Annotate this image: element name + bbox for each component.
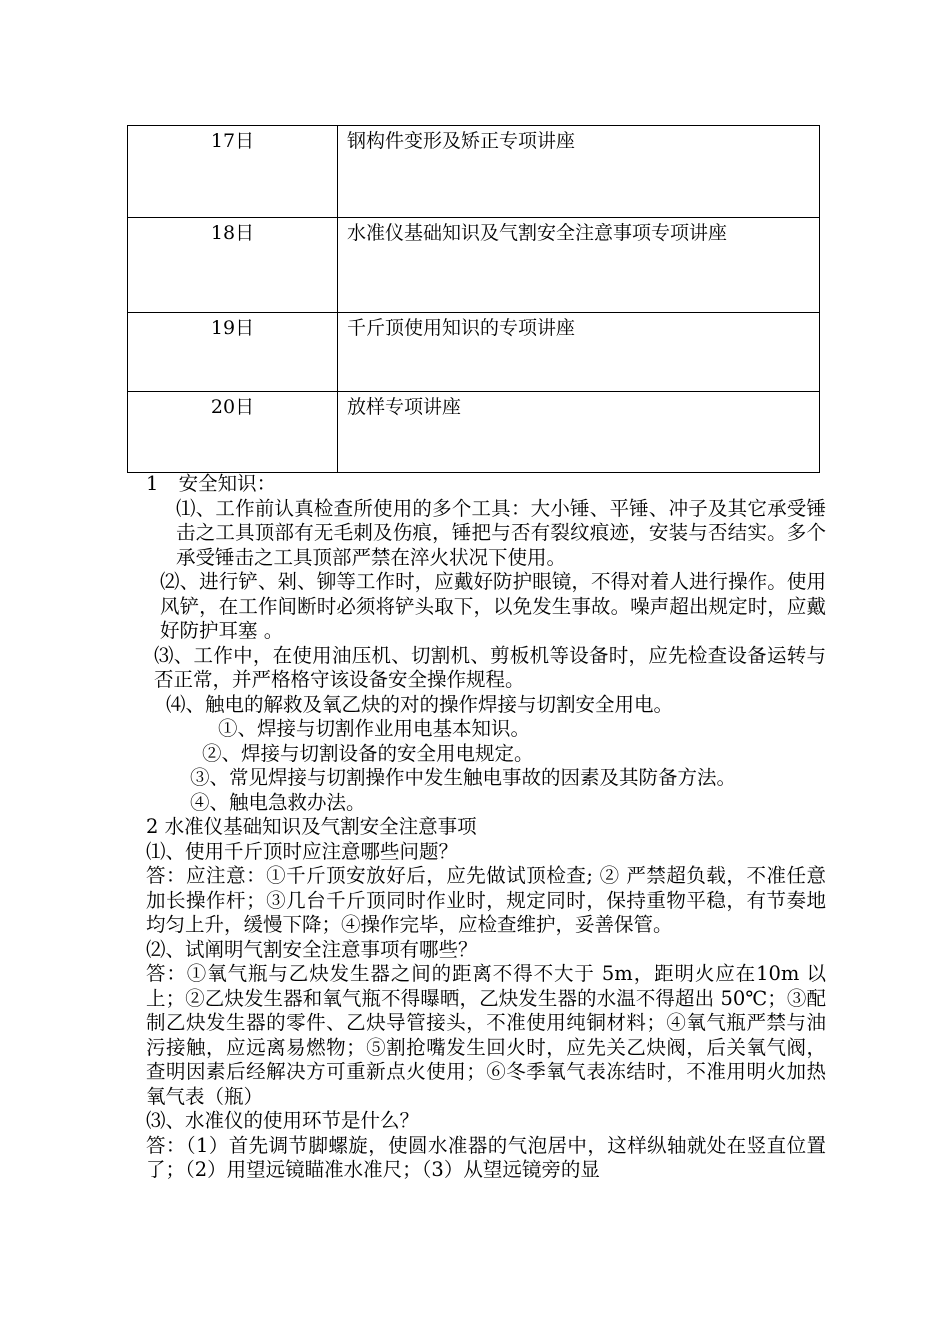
topic-cell: 千斤顶使用知识的专项讲座: [338, 313, 820, 392]
paragraph: ⑷、触电的解救及氧乙炔的对的操作焊接与切割安全用电。: [166, 692, 674, 716]
paragraph: ⑵、进行铲、剁、铆等工作时，应戴好防护眼镜，不得对着人进行操作。使用风铲，在工作间断时必须将铲头取下，以免发生事故。噪声超出规定时，应戴好防护耳塞 。: [160, 570, 826, 642]
question: ⑴、使用千斤顶时应注意哪些问题？: [146, 839, 459, 863]
document-body: [146, 472, 826, 1183]
sub-item: ②、焊接与切割设备的安全用电规定。: [202, 741, 534, 765]
topic-cell: 水准仪基础知识及气割安全注意事项专项讲座: [338, 218, 820, 313]
paragraph: ⑴、工作前认真检查所使用的多个工具：大小锤、平锤、冲子及其它承受锤击之工具顶部有无毛刺及伤痕，锤把与否有裂纹痕迹，安装与否结实。多个承受锤击之工具顶部严禁在淬火状况下使用。: [176, 496, 826, 569]
day-cell: 18日: [128, 218, 338, 313]
answer: 答：（1）首先调节脚螺旋，使圆水准器的气泡居中，这样纵轴就处在竖直位置了；（2）用望远镜瞄准水准尺；（3）从望远镜旁的显: [146, 1133, 826, 1181]
sub-item: ①、焊接与切割作业用电基本知识。: [218, 717, 531, 740]
table-row: [128, 218, 820, 313]
section-title: 安全知识：: [178, 472, 277, 495]
lecture-schedule-table: [127, 125, 820, 473]
answer: 答：应注意：①千斤顶安放好后，应先做试顶检查; ② 严禁超负载，不准任意加长操作杆；③几台千斤顶同时作业时，规定同时，保持重物平稳，有节奏地均匀上升，缓慢下降；④操作完毕，应检查维护，妥善保管。: [146, 864, 826, 936]
question: ⑶、水准仪的使用环节是什么？: [146, 1109, 420, 1132]
topic-cell: 放样专项讲座: [338, 392, 820, 473]
paragraph: ⑶、工作中，在使用油压机、切割机、剪板机等设备时，应先检查设备运转与否正常，并严格格守该设备安全操作规程。: [154, 643, 826, 691]
table-row: [128, 126, 820, 218]
table-row: [128, 313, 820, 392]
section-1-heading: [146, 472, 826, 497]
sub-item: ④、触电急救办法。: [190, 790, 366, 814]
section-2-heading: 2 水准仪基础知识及气割安全注意事项: [146, 815, 477, 838]
topic-cell: 钢构件变形及矫正专项讲座: [338, 126, 820, 218]
day-cell: 20日: [128, 392, 338, 473]
day-cell: 19日: [128, 313, 338, 392]
table-row: [128, 392, 820, 473]
day-cell: 17日: [128, 126, 338, 218]
sub-item: ③、常见焊接与切割操作中发生触电事故的因素及其防备方法。: [190, 766, 737, 789]
question: ⑵、试阐明气割安全注意事项有哪些？: [146, 937, 478, 961]
answer: 答：①氧气瓶与乙炔发生器之间的距离不得不大于 5m，距明火应在10m 以上；②乙炔发生器和氧气瓶不得曝晒，乙炔发生器的水温不得超出 50℃；③配制乙炔发生器的零件、乙炔导管接头，不准使用纯铜材料；④氧气瓶严禁与油污接触，应远离易燃物；⑤割抢嘴发生回火时，应先关乙炔阀，后关氧气阀，查明因素后经解决方可重新点火使用；⑥冬季氧气表冻结时，不准用明火加热氧气表（瓶）: [146, 962, 826, 1108]
section-number: 1: [146, 472, 159, 495]
